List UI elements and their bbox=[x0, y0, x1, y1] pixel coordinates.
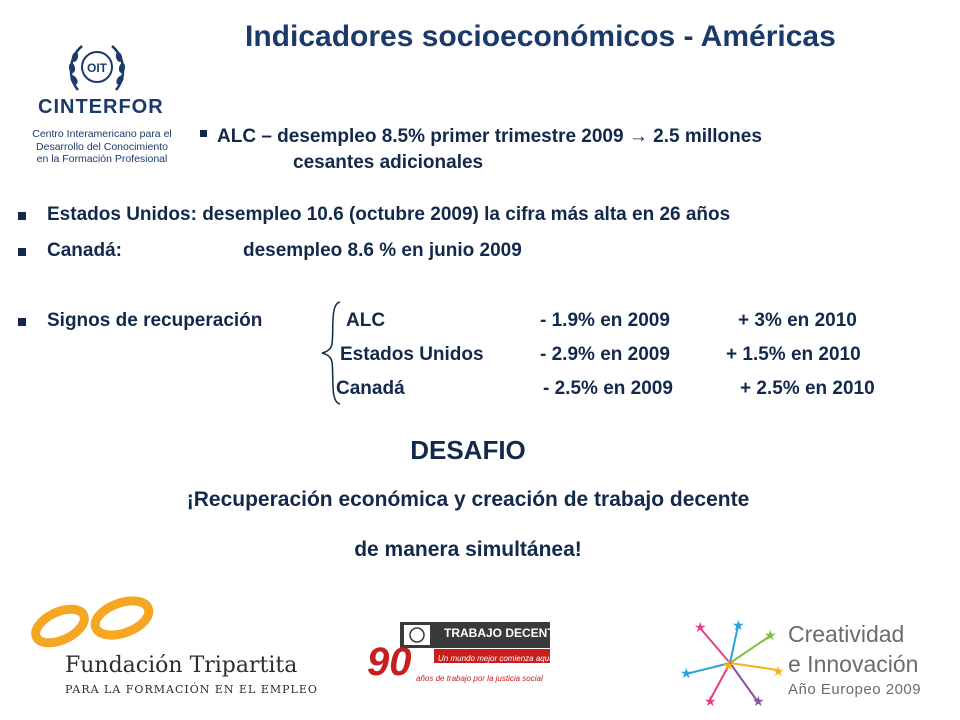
oit-emblem-icon bbox=[66, 40, 128, 98]
recovery-2010: + 1.5% en 2010 bbox=[726, 344, 861, 365]
challenge-line-2: de manera simultánea! bbox=[354, 538, 582, 561]
recovery-2010: + 3% en 2010 bbox=[738, 310, 857, 331]
emblem-text: OIT bbox=[87, 61, 107, 75]
fundacion-subtitle: PARA LA FORMACIÓN EN EL EMPLEO bbox=[65, 683, 318, 696]
alc-point bbox=[200, 124, 762, 176]
bullet-label: Canadá: bbox=[47, 240, 122, 261]
cinterfor-logo: CINTERFOR bbox=[38, 96, 164, 118]
square-bullet-icon bbox=[18, 212, 26, 220]
anniversary-number: 90 bbox=[367, 640, 412, 684]
recovery-label: Signos de recuperación bbox=[47, 310, 263, 331]
square-bullet-icon bbox=[18, 318, 26, 326]
creatividad-line-1: Creatividad bbox=[788, 621, 905, 647]
svg-text:★: ★ bbox=[694, 620, 707, 636]
svg-text:★: ★ bbox=[764, 628, 777, 644]
svg-text:★: ★ bbox=[722, 658, 735, 674]
recovery-2009: - 1.9% en 2009 bbox=[540, 310, 670, 331]
svg-text:★: ★ bbox=[732, 618, 745, 634]
alc-line-1: ALC – desempleo 8.5% primer trimestre 2009 → 2.5 millones bbox=[217, 126, 762, 147]
recovery-region: Canadá bbox=[336, 378, 405, 399]
bullet-estados-unidos bbox=[47, 204, 730, 226]
bullet-canada bbox=[47, 240, 122, 262]
challenge-line-1: ¡Recuperación económica y creación de trabajo decente bbox=[186, 488, 750, 511]
svg-text:★: ★ bbox=[752, 694, 765, 708]
tripartita-emblem-icon bbox=[22, 592, 162, 652]
stars-burst-icon bbox=[680, 618, 786, 708]
bullet-text: desempleo 10.6 (octubre 2009) la cifra más alta en 26 años bbox=[202, 204, 731, 225]
recovery-2009: - 2.5% en 2009 bbox=[543, 378, 673, 399]
square-bullet-icon bbox=[200, 130, 207, 137]
cinterfor-subtitle-line: Desarrollo del Conocimiento bbox=[36, 140, 168, 153]
trabajo-decente-footnote: años de trabajo por la justicia social bbox=[416, 674, 543, 683]
cinterfor-subtitle-line: en la Formación Profesional bbox=[36, 153, 168, 165]
svg-text:★: ★ bbox=[772, 664, 785, 680]
creatividad-line-3: Año Europeo 2009 bbox=[788, 681, 922, 698]
cinterfor-subtitle bbox=[14, 128, 190, 166]
trabajo-decente-title: TRABAJO DECENTE bbox=[444, 626, 563, 640]
slide-title: Indicadores socioeconómicos - Américas bbox=[245, 20, 836, 53]
alc-line-2: cesantes adicionales bbox=[293, 152, 484, 173]
recovery-region: ALC bbox=[346, 310, 386, 331]
recovery-region: Estados Unidos bbox=[340, 344, 484, 365]
recovery-2010: + 2.5% en 2010 bbox=[740, 378, 875, 399]
trabajo-decente-tagline: Un mundo mejor comienza aquí bbox=[438, 654, 552, 663]
svg-text:★: ★ bbox=[680, 666, 693, 682]
square-bullet-icon bbox=[18, 248, 26, 256]
recovery-2009: - 2.9% en 2009 bbox=[540, 344, 670, 365]
challenge-heading: DESAFIO bbox=[410, 435, 526, 465]
bullet-label: Estados Unidos: bbox=[47, 204, 197, 225]
fundacion-name: Fundación Tripartita bbox=[65, 653, 298, 678]
bullet-canada-text: desempleo 8.6 % en junio 2009 bbox=[243, 240, 522, 261]
svg-text:★: ★ bbox=[704, 694, 717, 708]
cinterfor-subtitle-line: Centro Interamericano para el bbox=[32, 128, 172, 140]
creatividad-line-2: e Innovación bbox=[788, 651, 919, 677]
